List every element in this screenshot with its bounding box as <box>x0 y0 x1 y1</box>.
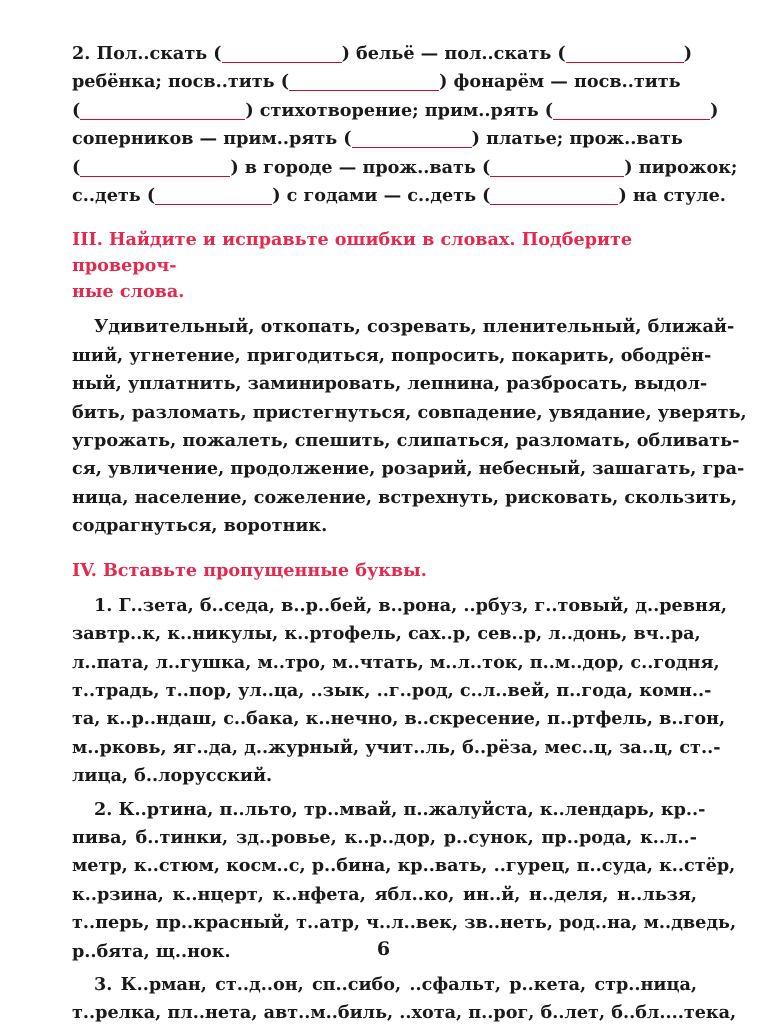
section-3-line: ший, угнетение, пригодиться, попросить, покарить, ободрён- <box>72 344 712 366</box>
exercise-2-block <box>72 40 738 210</box>
exercise-2-line <box>72 125 697 153</box>
section-4-line: л..пата, л..гушка, м..тро, м..чтать, м..л..ток, п..м..дор, с..годня, <box>72 651 720 673</box>
answer-blank[interactable] <box>352 128 472 148</box>
exercise-2-text: ) стихотворение; прим..рять ( <box>245 99 554 121</box>
answer-blank[interactable] <box>289 71 439 91</box>
page-content <box>72 40 747 1028</box>
exercise-2-text: ) бельё — пол..скать ( <box>341 43 566 64</box>
section-4-line: 3. К..рман, ст..д..он, сп..сибо, ..сфальт, р..кета, стр..ница, <box>94 973 697 995</box>
exercise-2-text: ) с годами — с..деть ( <box>272 185 491 207</box>
section-4-line: та, к..р..ндаш, с..бака, к..нечно, в..скресение, п..ртфель, в..гон, <box>72 708 726 730</box>
section-4-line: 2. К..ртина, п..льто, тр..мвай, п..жалуйста, к..лендарь, кр..- <box>94 798 706 820</box>
exercise-2-line <box>72 40 697 68</box>
section-4-number: IV. <box>72 559 97 581</box>
section-4-line: р..бята, щ..нок. <box>72 940 231 962</box>
exercise-2-text: ) <box>710 99 719 121</box>
section-4-line: завтр..к, к..никулы, к..ртофель, сах..р, сев..р, л..донь, вч..ра, <box>72 623 701 645</box>
section-4-title: Вставьте пропущенные буквы. <box>102 559 427 581</box>
section-4-paragraph-1 <box>72 592 727 791</box>
section-4-heading <box>72 558 697 584</box>
section-3-line: ся, увличение, продолжение, розарий, небесный, зашагать, гра- <box>72 458 745 480</box>
exercise-2-text: ( <box>72 99 81 121</box>
exercise-2-line <box>72 154 738 182</box>
answer-blank[interactable] <box>80 157 230 177</box>
exercise-2-text: ) пирожок; <box>624 156 738 178</box>
section-4-line: пива, б..тинки, зд..ровье, к..р..дор, р..сунок, пр..рода, к..л..- <box>72 826 697 848</box>
exercise-2-text: ребёнка; посв..тить ( <box>72 71 290 93</box>
section-3-line: угрожать, пожалеть, спешить, слипаться, разломать, обливать- <box>72 430 740 452</box>
section-4-line: т..перь, пр..красный, т..атр, ч..л..век, зв..неть, род..на, м..дведь, <box>72 912 737 934</box>
section-4-line: лица, б..лорусский. <box>72 765 273 787</box>
section-3-heading <box>72 227 697 305</box>
exercise-2-text: ) <box>683 43 693 64</box>
exercise-2-text: ) платье; прож..вать <box>471 128 683 150</box>
exercise-2-text: ( <box>72 156 81 178</box>
exercise-2-text: с..деть ( <box>72 185 156 207</box>
section-4-line: метр, к..стюм, косм..с, р..бина, кр..вать, ..гурец, п..суда, к..стёр, <box>72 855 736 877</box>
section-4-line: 1. Г..зета, б..седа, в..р..бей, в..рона, ..рбуз, г..товый, д..ревня, <box>94 594 727 616</box>
exercise-2-text: 2. Пол..скать ( <box>72 43 222 64</box>
section-3-number: III. <box>72 229 103 251</box>
answer-blank[interactable] <box>222 43 342 63</box>
answer-blank[interactable] <box>490 157 624 177</box>
exercise-2-text: ) в городе — прож..вать ( <box>230 156 491 178</box>
page-number: 6 <box>376 938 391 960</box>
exercise-2-text: соперников — прим..рять ( <box>72 128 352 150</box>
answer-blank[interactable] <box>490 185 618 205</box>
exercise-2-line <box>72 68 697 96</box>
section-3-title-cont: ные слова. <box>72 281 185 303</box>
exercise-2-text: ) на стуле. <box>618 185 726 207</box>
exercise-2-text: ) фонарём — посв..тить <box>439 71 681 93</box>
answer-blank[interactable] <box>155 185 272 205</box>
exercise-2-line <box>72 182 726 210</box>
section-4-line: т..релка, пл..нета, авт..м..биль, ..хота, п..рог, б..лет, б..бл....тека, <box>72 1002 737 1024</box>
section-4-paragraphs <box>72 592 737 1028</box>
answer-blank[interactable] <box>80 100 245 120</box>
section-4-line: м..рковь, яг..да, д..журный, учит..ль, б..рёза, мес..ц, за..ц, ст..- <box>72 736 721 758</box>
answer-blank[interactable] <box>566 43 684 63</box>
section-3-line: бить, разломать, пристегнуться, совпадение, увядание, уверять, <box>72 401 747 423</box>
section-4-line: к..рзина, к..нцерт, к..нфета, ябл..ко, ин..й, н..деля, н..льзя, <box>72 883 697 905</box>
section-4-paragraph-3 <box>72 971 737 1028</box>
section-3-word-list <box>72 313 747 540</box>
section-3-title: Найдите и исправьте ошибки в словах. Подберите провероч- <box>72 229 633 277</box>
exercise-2-line <box>72 97 719 125</box>
answer-blank[interactable] <box>553 100 710 120</box>
section-3-line: ный, уплатнить, заминировать, лепнина, разбросать, выдол- <box>72 373 708 395</box>
section-4-line: т..традь, т..пор, ул..ца, ..зык, ..г..род, с..л..вей, п..года, комн..- <box>72 679 712 701</box>
section-3-line: ница, население, сожеление, встрехнуть, рисковать, скользить, <box>72 486 738 508</box>
section-3-line: Удивительный, откопать, созревать, пленительный, ближай- <box>94 316 735 338</box>
section-3-line: содрагнуться, воротник. <box>72 515 328 537</box>
